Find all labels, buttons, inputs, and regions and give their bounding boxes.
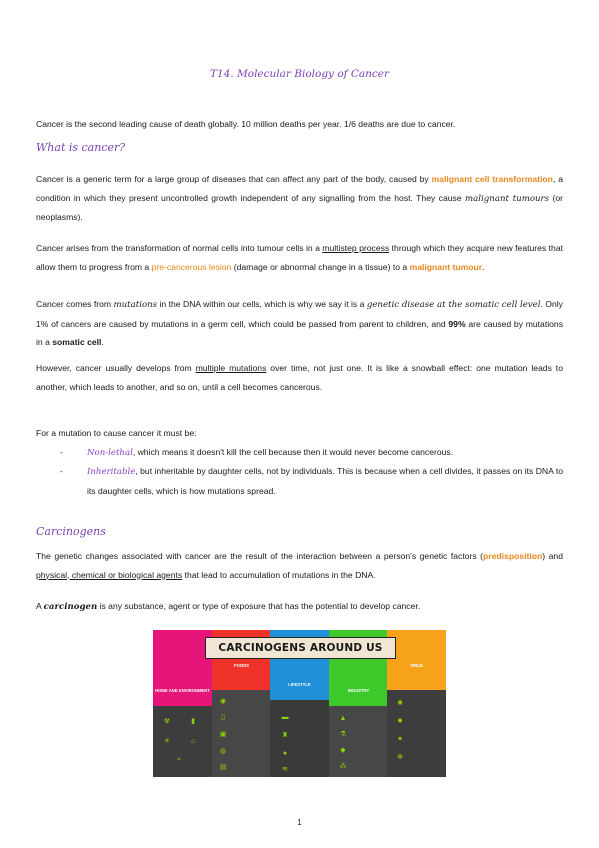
meat-icon: ◉ <box>219 698 227 705</box>
alcohol-icon: ♜ <box>281 732 289 739</box>
term-multiple-mutations: multiple mutations <box>195 363 267 373</box>
paragraph-carcinogen-definition: A carcinogen is any substance, agent or type of exposure that has the potential to develop cancer. <box>36 601 421 612</box>
infographic-label-home: HOME AND ENVIRONMENT <box>155 688 210 693</box>
cigarette-icon: ▬ <box>281 714 289 721</box>
heading-carcinogens: Carcinogens <box>36 525 106 538</box>
term-malignant-transformation: malignant cell transformation <box>431 174 553 184</box>
term-malignant-tumours: malignant tumours <box>465 193 550 204</box>
smoking-icon: ≋ <box>282 766 288 773</box>
infographic-label-industry: INDUSTRY <box>347 688 370 693</box>
sugar-icon: ▣ <box>219 731 227 738</box>
paragraph-mutations: Cancer comes from mutations in the DNA within our cells, which is why we say it is a genetic disease at the somatic cell level. Only 1% of cancers are caused by mutations in a germ cell, which could be passed from parent to children, and 99% are caused by mutations in a somatic cell. <box>36 299 563 347</box>
term-genetic-disease: genetic disease at the somatic cell level <box>366 300 541 310</box>
chemical-icon: ◆ <box>340 747 346 754</box>
infographic-label-foods: FOODS <box>234 663 249 668</box>
infographic-label-virus: VIRUS <box>410 663 423 668</box>
hepatitis-icon: ✹ <box>397 718 403 725</box>
paragraph-multiple-mutations: However, cancer usually develops from multiple mutations over time, not just one. It is like a snowball effect: one mutation leads to another, which leads to another, and so on, until a cell becomes cancerous. <box>36 363 563 392</box>
list-item: - Non-lethal, which means it doesn't kill the cell because then it would never become cancerous. <box>60 447 454 458</box>
document-title: T14. Molecular Biology of Cancer <box>209 68 390 80</box>
page-number: 1 <box>297 818 302 827</box>
term-malignant-tumour: malignant tumour <box>409 261 483 272</box>
radiation-icon: ☢ <box>163 718 171 725</box>
list-item: - Inheritable, but inheritable by daughter cells, not by individuals. This is because when a cell divides, it passes on its DNA to its daughter cells, which is how mutations spread. <box>60 466 563 496</box>
term-pre-cancerous-lesion: pre-cancerous lesion <box>151 261 232 272</box>
intro-paragraph: Cancer is the second leading cause of death globally. 10 million deaths per year. 1/6 deaths are due to cancer. <box>36 119 456 129</box>
paragraph-conditions: For a mutation to cause cancer it must be: <box>36 428 197 438</box>
house-icon: ⌂ <box>190 738 196 745</box>
fermented-food-icon: ▤ <box>219 764 227 771</box>
paragraph-multistep: Cancer arises from the transformation of normal cells into tumour cells in a multistep process through which they acquire new features that allow them to progress from a pre-cancerous lesion (damage or abnormal change in a tissue) to a malignant tumour. <box>36 243 563 272</box>
term-inheritable: Inheritable <box>87 467 136 477</box>
fried-food-icon: ◍ <box>219 748 227 755</box>
smoke-icon: ≈ <box>177 756 181 763</box>
factory-icon: ▲ <box>339 715 347 722</box>
heading-what-is-cancer: What is cancer? <box>36 141 126 154</box>
infographic-label-lifestyle: LIFESTYLE <box>288 682 311 687</box>
drink-icon: ▯ <box>221 714 225 721</box>
term-carcinogen: carcinogen <box>43 602 98 612</box>
hpv-virus-icon: ✺ <box>397 700 403 707</box>
term-predisposition: predisposition <box>483 551 543 561</box>
obesity-icon: ● <box>282 750 288 757</box>
spray-icon: ▮ <box>191 718 195 725</box>
term-agents: physical, chemical or biological agents <box>36 569 183 580</box>
sun-icon: ☀ <box>163 738 171 745</box>
h-pylori-icon: ✻ <box>397 754 403 761</box>
paragraph-genetic-changes: The genetic changes associated with cancer are the result of the interaction between a person's genetic factors (predisposition) and physical, chemical or biological agents that lead to accumulation of mutations in the DNA. <box>36 551 563 580</box>
infographic-banner: CARCINOGENS AROUND US <box>205 637 396 659</box>
paragraph-definition: Cancer is a generic term for a large group of diseases that can affect any part of the body, caused by malignant cell transformation, a condition in which they present uncontrolled growth independent of any signalling from the host. They cause malignant tumours (or neoplasms). <box>36 174 563 222</box>
flask-icon: ⚗ <box>339 731 347 738</box>
carcinogens-infographic <box>153 630 446 777</box>
dust-icon: ⁂ <box>339 763 347 770</box>
term-mutations: mutations <box>113 300 158 310</box>
term-multistep-process: multistep process <box>322 243 390 253</box>
hiv-icon: ✷ <box>397 736 403 743</box>
term-non-lethal: Non-lethal <box>87 448 133 458</box>
